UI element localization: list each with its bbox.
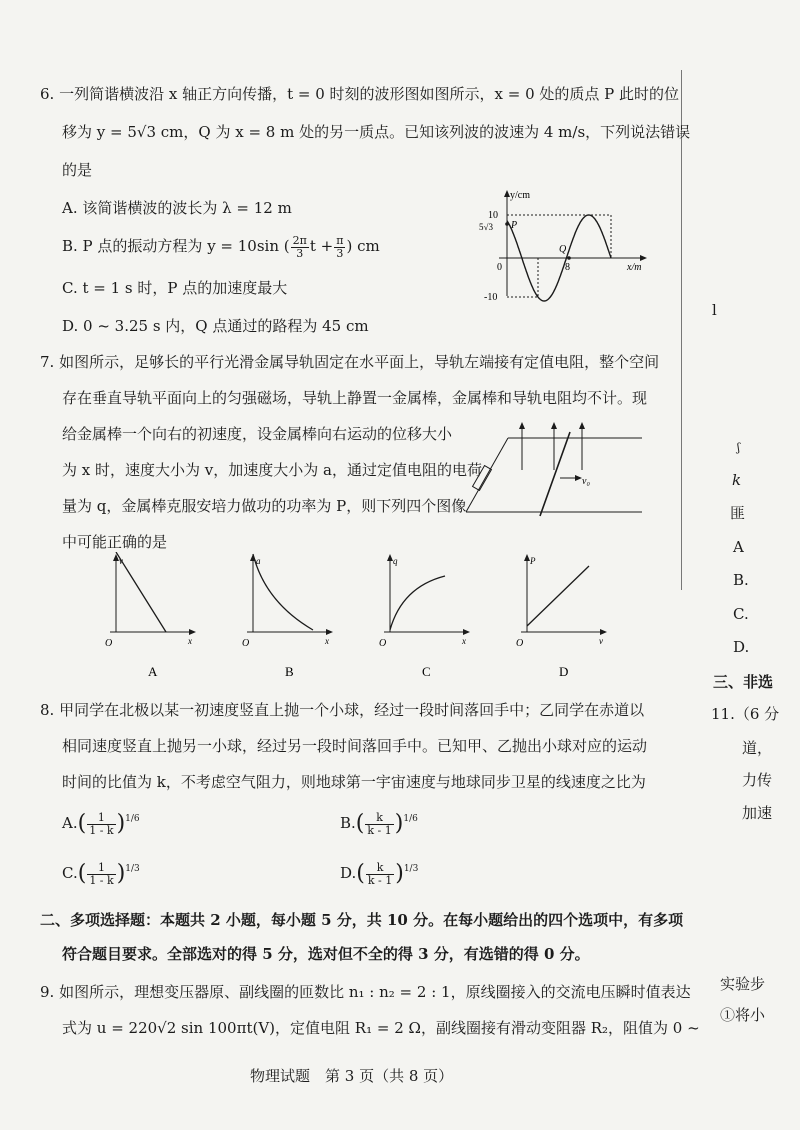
margin-text: 力传: [742, 771, 773, 789]
question-text: 8. 甲同学在北极以某一初速度竖直上抛一个小球，经过一段时间落回手中；乙同学在赤道以: [40, 701, 645, 719]
question-text: 给金属棒一个向右的初速度，设金属棒向右运动的位移大小: [62, 425, 453, 443]
y-axis-label: y/cm: [510, 190, 530, 201]
graph-letter: B: [285, 664, 294, 679]
graph-curve: [390, 576, 445, 630]
tick-label: 5√3: [479, 222, 493, 232]
graph-C: [379, 554, 470, 679]
fraction: $\frac{\pi}{3}$: [336, 233, 344, 260]
graph-letter: C: [422, 664, 431, 679]
question-text: 存在垂直导轨平面向上的匀强磁场，导轨上静置一金属棒，金属棒和导轨电阻均不计。现: [62, 389, 648, 407]
graph-origin: O: [379, 638, 387, 649]
margin-option: B.: [733, 571, 749, 589]
graph-letter: A: [148, 664, 158, 679]
graph-x-label: x: [462, 636, 466, 646]
question-text: 量为 q，金属棒克服安培力做功的功率为 P，则下列四个图像: [62, 497, 467, 515]
margin-text: 实验步: [720, 975, 766, 993]
option-c: C.( $\frac{1}{1 - k}$ )$^{1/3}$: [62, 860, 140, 887]
option-a: A.( $\frac{1}{1 - k}$ )$^{1/6}$: [62, 810, 140, 837]
wave-figure: [475, 186, 660, 306]
origin-label: 0: [497, 262, 502, 273]
tick-label: -10: [484, 292, 498, 303]
option-d: D.( $\frac{k}{k - 1}$ )$^{1/3}$: [340, 860, 419, 887]
question-text: 的是: [62, 161, 93, 179]
margin-text: 匪: [730, 504, 746, 522]
tick-label: 8: [565, 262, 570, 273]
margin-mark: l: [712, 301, 717, 319]
fraction: $\frac{2\pi}{3}$: [292, 233, 307, 260]
section-heading: 符合题目要求。全部选对的得 5 分，选对但不全的得 3 分，有选错的得 0 分。: [62, 945, 590, 963]
graph-y-label: v: [119, 556, 123, 566]
tick-label: 10: [488, 210, 498, 221]
graph-y-label: a: [256, 556, 261, 566]
margin-text: k: [732, 471, 742, 489]
section-heading: 二、多项选择题：本题共 2 小题，每小题 5 分，共 10 分。在每小题给出的四个选项中，有多项: [40, 911, 684, 929]
point-p-label: P: [511, 220, 518, 231]
option-a: A. 该简谐横波的波长为 λ = 12 m: [62, 199, 292, 217]
question-text: 为 x 时，速度大小为 v，加速度大小为 a，通过定值电阻的电荷: [62, 461, 482, 479]
graph-x-label: v: [599, 636, 603, 646]
point-q-label: Q: [559, 244, 567, 255]
graph-D: [516, 554, 607, 679]
velocity-label: v₀: [582, 476, 590, 487]
option-b: B. P 点的振动方程为 y = 10sin ( $\frac{2\pi}{3}$ t + $\frac{\pi}{3}$ ) cm: [62, 233, 380, 260]
graph-origin: O: [516, 638, 524, 649]
margin-option: A: [733, 538, 744, 556]
graph-curve: [116, 552, 166, 632]
margin-mark: ʃ: [737, 441, 740, 454]
graph-curve: [527, 566, 589, 626]
graph-origin: O: [242, 638, 250, 649]
margin-section: 三、非选: [713, 673, 774, 691]
margin-option: D.: [733, 638, 750, 656]
question-text: 中可能正确的是: [62, 533, 168, 551]
graph-B: [242, 554, 333, 679]
margin-text: ①将小: [720, 1006, 766, 1024]
option-c: C. t = 1 s 时，P 点的加速度最大: [62, 279, 288, 297]
page-footer: 物理试题 第 3 页（共 8 页）: [250, 1067, 454, 1085]
question-text: 时间的比值为 k，不考虑空气阻力，则地球第一宇宙速度与地球同步卫星的线速度之比为: [62, 773, 646, 791]
option-d: D. 0 ~ 3.25 s 内，Q 点通过的路程为 45 cm: [62, 317, 369, 335]
point-q: [567, 256, 571, 260]
answer-graphs: [90, 552, 630, 682]
question-text: 6. 一列简谐横波沿 x 轴正方向传播，t = 0 时刻的波形图如图所示，x = 0 处的质点 P 此时的位: [40, 85, 680, 103]
question-text: 7. 如图所示，足够长的平行光滑金属导轨固定在水平面上，导轨左端接有定值电阻，整个空间: [40, 353, 660, 371]
question-text: 相同速度竖直上抛另一小球，经过另一段时间落回手中。已知甲、乙抛出小球对应的运动: [62, 737, 648, 755]
rail-figure: [462, 420, 682, 520]
question-text: 式为 u = 220√2 sin 100πt(V)，定值电阻 R₁ = 2 Ω，副线圈接有滑动变阻器 R₂，阻值为 0 ~: [62, 1019, 700, 1037]
option-b: B.( $\frac{k}{k - 1}$ )$^{1/6}$: [340, 810, 418, 837]
point-p: [505, 222, 509, 226]
margin-text: 加速: [742, 804, 773, 822]
x-axis-label: x/m: [627, 262, 642, 273]
graph-letter: D: [559, 664, 569, 679]
margin-option: C.: [733, 605, 749, 623]
question-text: 移为 y = 5√3 cm，Q 为 x = 8 m 处的另一质点。已知该列波的波速为 4 m/s，下列说法错误: [62, 123, 691, 141]
question-text: 9. 如图所示，理想变压器原、副线圈的匝数比 n₁ : n₂ = 2 : 1，原线圈接入的交流电压瞬时值表达: [40, 983, 691, 1001]
margin-text: 道，: [742, 739, 773, 757]
margin-text: 11.（6 分: [711, 705, 780, 723]
graph-x-label: x: [188, 636, 192, 646]
graph-y-label: P: [530, 556, 536, 566]
graph-y-label: q: [393, 556, 398, 566]
graph-A: [105, 552, 196, 679]
graph-origin: O: [105, 638, 113, 649]
graph-x-label: x: [325, 636, 329, 646]
graph-curve: [253, 554, 313, 630]
